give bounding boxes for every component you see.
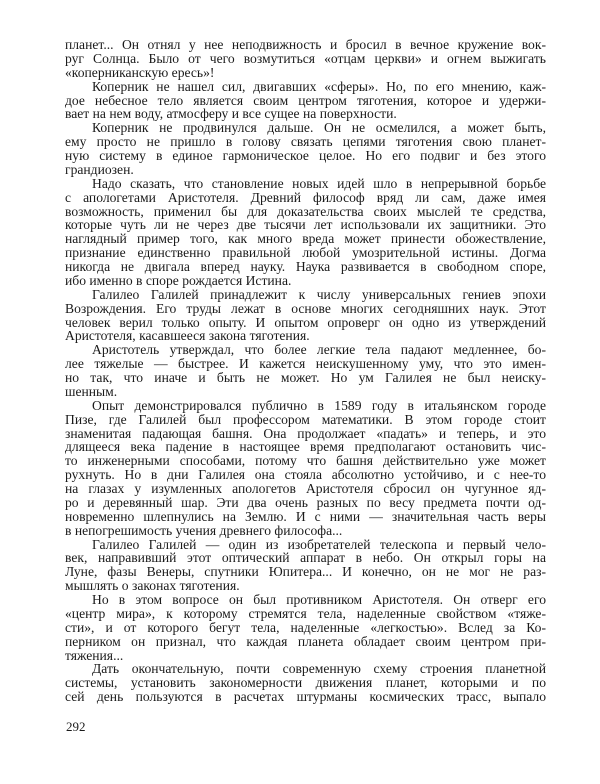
text-line: руг Солнца. Было от чего возмутиться «отцам церкви» и огнем выжигать — [65, 50, 546, 66]
text-line: ную систему в единое гармоническое целое. Но его подвиг и без этого — [65, 148, 546, 163]
text-line: мышлять о законах тяготения. — [65, 578, 240, 594]
page-text — [65, 38, 546, 704]
paragraph — [65, 343, 546, 399]
text-line: с апологетами Аристотеля. Древний философ вряд ли сам, даже имея — [65, 189, 546, 205]
text-line: шенным. — [65, 383, 118, 399]
text-line: рухнуть. Но в дни Галилея она стояла абсолютно устойчиво, и с нее-то — [65, 467, 546, 483]
paragraph — [65, 121, 546, 177]
text-line: Аристотель утверждал, что более легкие тела падают медленнее, бо- — [92, 342, 546, 358]
text-line: но так, что иначе и быть не может. Но ум Галилея не был неиску- — [65, 370, 546, 385]
text-line: Аристотеля, касавшееся закона тяготения. — [65, 328, 310, 344]
text-line: признание единственно правильной любой умозрительной истины. Догма — [65, 245, 546, 261]
text-line: ро и деревянный шар. Эти два очень разных по весу предмета почти од- — [65, 494, 546, 510]
text-line: на глазах у изумленных апологетов Аристотеля сбросил он чугунное яд- — [65, 481, 546, 496]
paragraph — [65, 177, 546, 288]
text-line: то инженерными способами, потому что башня действительно уже может — [65, 453, 546, 469]
paragraph — [65, 80, 546, 122]
text-line: Луне, фазы Венеры, спутники Юпитера... И конечно, он не мог не раз- — [65, 564, 546, 580]
text-line: Дать окончательную, почти современную схему строения планетной — [92, 661, 546, 677]
text-line: Коперник не продвинулся дальше. Он не осмелился, а может быть, — [92, 120, 546, 136]
paragraph — [65, 399, 546, 538]
text-line: которые чуть ли не через две тысячи лет использовали их защитники. Это — [65, 217, 546, 233]
text-line: лее тяжелые — быстрее. И кажется неискушенному уму, что это имен- — [65, 356, 546, 372]
text-line: «коперниканскую ересь»! — [65, 64, 215, 80]
text-line: человек верил только опыту. И опытом опроверг он одно из утверждений — [65, 314, 546, 330]
text-line: Пизе, где Галилей был профессором математики. В этом городе стоит — [65, 411, 546, 427]
page-number: 292 — [66, 719, 86, 734]
text-line: век, направивший этот оптический аппарат в небо. Он открыл горы на — [65, 550, 546, 566]
text-line: сти», и от которого бегут тела, наделенные «легкостью». Вслед за Ко- — [65, 619, 546, 635]
text-line: Коперник не нашел сил, двигавших «сферы». Но, по его мнению, каж- — [92, 78, 546, 94]
text-line: новременно шлепнулись на Землю. И с ними — значительная часть веры — [65, 508, 546, 524]
text-line: Надо сказать, что становление новых идей шло в непрерывной борьбе — [92, 175, 546, 191]
text-line: перником он признал, что каждая планета обладает своим центром при- — [65, 633, 546, 649]
paragraph — [65, 288, 546, 344]
text-line: Галилео Галилей — один из изобретателей телескопа и первый чело- — [92, 536, 546, 552]
text-line: Возрождения. Его труды лежат в основе многих сегодняшних наук. Этот — [65, 300, 546, 316]
text-line: длящееся века падение в настоящее время предполагают остановить чис- — [65, 439, 546, 455]
paragraph — [65, 593, 546, 662]
text-line: грандиозен. — [65, 161, 134, 177]
paragraph — [65, 662, 546, 704]
text-line: Но в этом вопросе он был противником Аристотеля. Он отверг его — [92, 592, 546, 607]
text-line: системы, установить закономерности движения планет, которыми и по — [65, 675, 546, 691]
text-line: дое небесное тело является своим центром тяготения, которое и удержи- — [65, 92, 546, 108]
text-line: тяжения... — [65, 647, 124, 663]
text-line: планет... Он отнял у нее неподвижность и бросил в вечное кружение вок- — [65, 37, 546, 52]
text-line: вает на нем воду, атмосферу и все сущее на поверхности. — [65, 106, 397, 122]
text-line: знаменитая падающая башня. Она продолжает «падать» и теперь, и это — [65, 425, 546, 441]
text-line: Опыт демонстрировался публично в 1589 году в итальянском городе — [92, 397, 546, 413]
paragraph — [65, 538, 546, 594]
text-line: в непогрешимость учения древнего философа... — [65, 522, 343, 538]
text-line: возможность, применил бы для доказательства своих мыслей те средства, — [65, 203, 546, 219]
text-line: ему просто не пришло в голову связать цепями тяготения свою планет- — [65, 134, 546, 150]
text-line: наглядный пример того, как много вреда может принести обожествление, — [65, 231, 546, 247]
text-line: ибо именно в споре рождается Истина. — [65, 272, 292, 288]
text-line: «центр мира», к которому стремятся тела, наделенные свойством «тяже- — [65, 605, 546, 621]
text-line: Галилео Галилей принадлежит к числу универсальных гениев эпохи — [92, 286, 546, 302]
paragraph — [65, 38, 546, 80]
text-line: сей день пользуются в расчетах штурманы космических трасс, выпало — [65, 689, 546, 705]
text-line: никогда не двигала вперед науку. Наука развивается в свободном споре, — [65, 259, 546, 274]
